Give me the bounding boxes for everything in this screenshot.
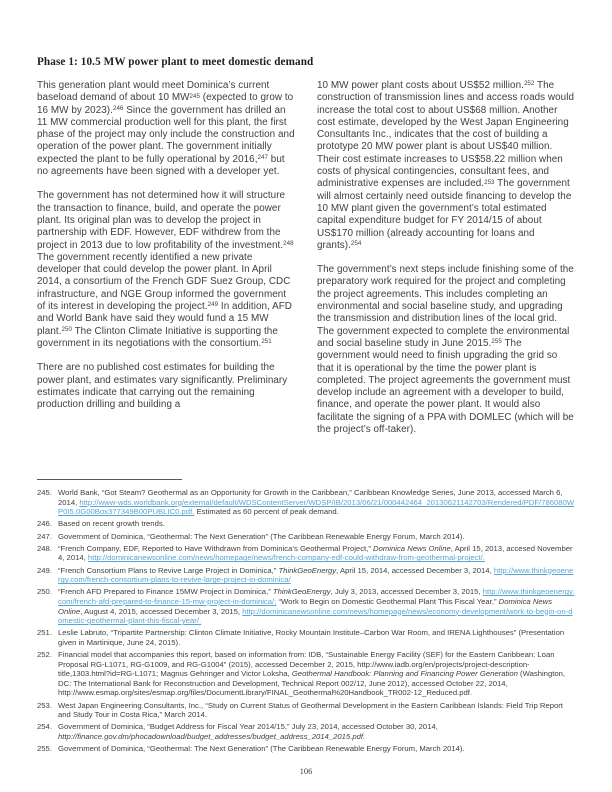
footnote-section	[37, 479, 575, 756]
text-run: West Japan Engineering Consultants, Inc., “Study on Current Status of Geothermal Development in the Eastern Caribbean Islands: Field Trip Report and Study Tour in Costa Rica,” March 2014.	[58, 700, 563, 720]
text-run: Since the government has drilled an 11 MW commercial production well for this plant, the first phase of the project may only include the construction and operation of the power plant. The government initially expected the plant to be fully operational by 2016,	[37, 104, 295, 165]
footnote-reference: 251	[261, 338, 272, 346]
hyperlink[interactable]: http://dominicanewsonline.com/news/homepage/news/economy-development/work-to-begin-on-domestic-geothermal-plant-this-fiscal-year/.	[58, 606, 573, 626]
section-heading: Phase 1: 10.5 MW power plant to meet domestic demand	[37, 56, 314, 68]
text-run: The government recently identified a new private developer that could develop the power plant. In April 2014, a consortium of the French GDF Suez Group, CDC infrastructure, and NGE Group informed the government of its interest in developing the project.	[37, 251, 291, 313]
text-run: “French Consortium Plans to Revive Large Project in Dominica,”	[58, 565, 279, 575]
footnote-item	[37, 566, 575, 585]
text-run: The government’s next steps include finishing some of the preparatory work required for the project and completing the project agreements. This includes completing an environmental and social baseline study, and upgrading the transmission and distribution lines of the local grid. The government expected to complete the environmental and social baseline study in June 2015.	[317, 264, 574, 349]
left-column	[37, 80, 295, 448]
text-run: “French AFD Prepared to Finance 15MW Project in Dominica,”	[58, 587, 273, 597]
footnote-number: 254.	[37, 722, 52, 732]
footnotes-list	[37, 488, 575, 754]
footnote-reference: 245	[189, 92, 200, 100]
italic-text: http://finance.gov.dm/phocadownload/budget_addresses/budget_address_2014_2015.pdf.	[58, 732, 366, 741]
text-run: Government of Dominica, “Geothermal: The Next Generation” (The Caribbean Renewable Energy Forum, March 2014).	[58, 744, 465, 754]
text-run: Government of Dominica, “Geothermal: The Next Generation” (The Caribbean Renewable Energy Forum, March 2014).	[58, 531, 465, 541]
text-run: Government of Dominica, “Budget Address for Fiscal Year 2014/15,” July 23, 2014, accessed October 30, 2014,	[58, 722, 438, 732]
footnote-number: 248.	[37, 543, 52, 553]
footnote-number: 249.	[37, 565, 52, 575]
footnote-item	[37, 519, 575, 529]
footnote-item	[37, 488, 575, 517]
page-number: 106	[299, 766, 313, 776]
footnote-number: 250.	[37, 587, 52, 597]
text-run: This generation plant would meet Dominica’s current baseload demand of about 10 MW	[37, 80, 270, 104]
text-run: Financial model that accompanies this report, based on information from: IDB, “Sustainable Energy Facility (SEF) for the Eastern Caribbean: Loan Proposal RG-L1071, RG-G1009, and RG-G1004” (2015), accessed December 2, 2015, http://www.iadb.org/en/projects/project-description-title,1303.html?id=RG-L1071; Magnus Gehringer and Victor Loksha,	[58, 650, 555, 679]
italic-text: Geothermal Handbook: Planning and Financing Power Generation	[291, 669, 518, 679]
footnote-item	[37, 701, 575, 720]
text-run: “French Company, EDF, Reported to Have Withdrawn from Dominica’s Geothermal Project,”	[58, 543, 374, 553]
text-run: World Bank, “Got Steam? Geothermal as an Opportunity for Growth in the Caribbean,” Caribbean Knowledge Series, June 2013, accessed March 6, 2014,	[58, 488, 563, 507]
italic-text: ThinkGeoEnergy	[278, 565, 337, 575]
footnote-reference: 246	[112, 104, 124, 112]
footnote-reference: 250	[61, 325, 72, 333]
footnote-reference: 247	[257, 154, 268, 161]
footnote-number: 245.	[37, 488, 52, 497]
hyperlink[interactable]: http://www.thinkgeoenergy.com/french-afd-prepared-to-finance-15-mw-project-in-dominica/;	[58, 587, 575, 606]
hyperlink[interactable]: http://dominicanewsonline.com/news/homepage/news/french-company-edf-could-withdraw-from-geothermal-project/.	[87, 553, 485, 563]
footnote-separator	[37, 479, 182, 480]
footnote-reference: 252	[523, 80, 535, 88]
footnote-reference: 255	[491, 338, 502, 346]
text-run: The government has not determined how it will structure the transaction to finance, build, and operate the power plant. Its original plan was to develop the project in partnership with EDF. However, EDF withdrew from the project in 2013 due to low profitability of the investment.	[37, 190, 286, 251]
body-paragraph	[37, 80, 295, 178]
footnote-reference: 248	[283, 239, 294, 247]
italic-text: Dominica News Online	[373, 543, 451, 553]
footnote-item	[37, 722, 575, 741]
text-run: The government will almost certainly need outside financing to develop the 10 MW plant given the government’s total estimated capital expenditure budget for FY 2014/15 of about US$170 million (already accounting for loans and grants).	[317, 178, 572, 251]
footnote-item	[37, 544, 575, 563]
text-run: but no agreements have been signed with a developer yet.	[37, 153, 285, 178]
footnote-number: 252.	[37, 650, 52, 660]
text-run: The construction of transmission lines and access roads would increase the total cost to about US$68 million. Another cost estimate, developed by the West Japan Engineering Consultants Inc., indicates that the cost of building a prototype 20 MW power plant is about US$40 million. Their cost estimate increases to US$58.22 million when costs of physical contingencies, consultant fees, and administrative expenses are included.	[317, 80, 574, 190]
text-run: Estimated as 60 percent of peak demand.	[194, 507, 339, 517]
body-columns	[37, 80, 575, 448]
text-run: Based on recent growth trends.	[58, 519, 165, 529]
text-run: There are no published cost estimates for building the power plant, and estimates vary significantly. Preliminary estimates indicate that carrying out the remaining production drilling and building a	[37, 362, 288, 411]
text-run: Leslie Labruto, “Tripartite Partnership: Clinton Climate Initiative, Rocky Mountain Institute–Carbon War Room, and IRENA Lighthouses” (Presentation given in Martinique, June 24, 2015).	[58, 628, 565, 647]
footnote-item	[37, 587, 575, 625]
right-column	[317, 80, 575, 448]
text-run: , April 15, 2013, accesed November 4, 2014,	[58, 543, 573, 563]
footnote-item	[37, 532, 575, 542]
text-run: (Washington, DC: The International Bank for Reconstruction and Development, Technical Report 002/12, June 2012), accessed October 22, 2014, http://www.esmap.org/sites/esmap.org/files/DocumentLibrary/FINAL_Geothermal%20Handbook_TR002-12_Reduced.pdf.	[58, 669, 566, 698]
text-run: “Work to Begin on Domestic Geothermal Plant This Fiscal Year,”	[276, 596, 499, 606]
footnote-item	[37, 744, 575, 754]
footnote-number: 255.	[37, 744, 52, 754]
footnote-reference: 249	[207, 301, 219, 309]
italic-text: ThinkGeoEnergy	[272, 587, 331, 597]
text-run: The Clinton Climate Initiative is supporting the government in its negotiations with the consortium.	[37, 325, 278, 349]
footnote-reference: 254	[350, 240, 362, 248]
text-run: , April 15, 2014, accessed December 3, 2014,	[336, 565, 494, 575]
footnote-number: 253.	[37, 700, 52, 710]
hyperlink[interactable]: http://www.thinkgeoenergy.com/french-consortium-plans-to-revive-large-project-in-dominica/	[58, 565, 574, 585]
footnote-reference: 253	[484, 178, 495, 186]
body-paragraph	[37, 362, 295, 411]
body-paragraph	[37, 190, 295, 350]
body-paragraph	[317, 80, 575, 252]
hyperlink[interactable]: http://www-wds.worldbank.org/external/default/WDSContentServer/WDSP/IB/2013/06/21/000442464_20130621142703/Rendered/PDF/786080WP0I5.0G00Box377349B00PUBLIC0.pdf.	[58, 497, 575, 517]
footnote-number: 246.	[37, 519, 52, 529]
footnote-number: 251.	[37, 628, 52, 638]
text-run: , August 4, 2015, accessed December 3, 2015,	[80, 606, 243, 616]
italic-text: Dominica News Online	[58, 596, 553, 616]
footnote-item	[37, 628, 575, 647]
text-run: In addition, AFD and World Bank have said they would fund a 15 MW plant.	[37, 301, 292, 337]
text-run: , July 3, 2013, accessed December 3, 2015,	[330, 587, 483, 597]
footnote-number: 247.	[37, 531, 52, 541]
footnote-item	[37, 650, 575, 698]
body-paragraph	[317, 264, 575, 436]
text-run: The government would need to finish upgrading the grid so that it is operational by the time the power plant is completed. The project agreements the government must develop include an agreement with a developer to build, finance, and operate the power plant. It would also facilitate the signing of a PPA with DOMLEC (which will be the project’s off-taker).	[317, 337, 574, 436]
text-run: 10 MW power plant costs about US$52 million.	[317, 80, 524, 91]
text-run: (expected to grow to 16 MW by 2023).	[37, 92, 294, 116]
